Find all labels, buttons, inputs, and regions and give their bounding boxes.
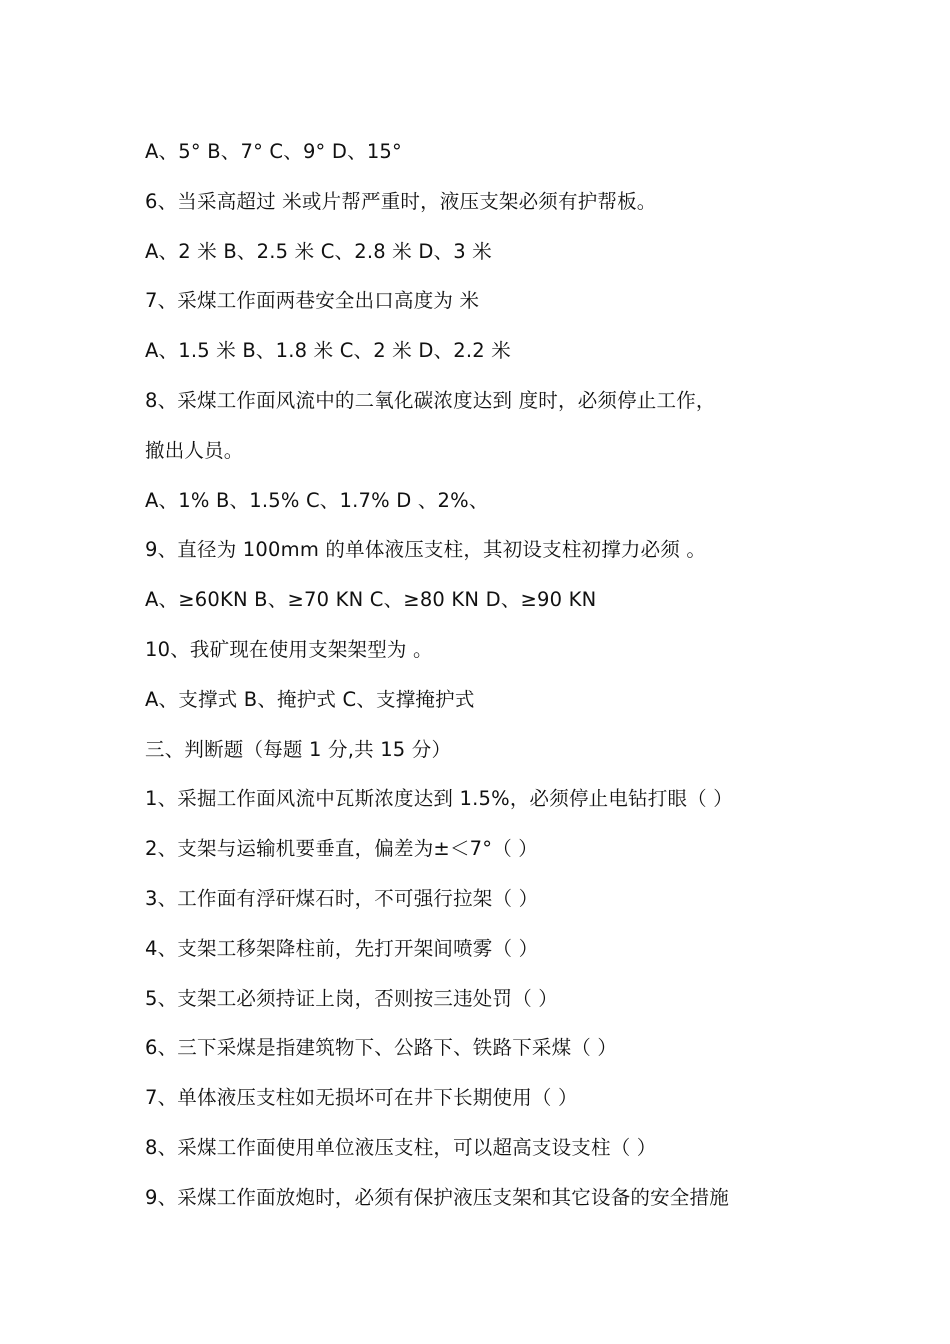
judgment-item: 3、工作面有浮矸煤石时，不可强行拉架（ ） bbox=[145, 886, 539, 910]
judgment-item: 6、三下采煤是指建筑物下、公路下、铁路下采煤（ ） bbox=[145, 1036, 618, 1060]
judgment-item: 4、支架工移架降柱前，先打开架间喷雾（ ） bbox=[145, 936, 539, 960]
question-line: 6、当采高超过 米或片帮严重时，液压支架必须有护帮板。 bbox=[145, 189, 657, 213]
question-line-continuation: 撤出人员。 bbox=[145, 438, 244, 462]
question-line: 8、采煤工作面风流中的二氧化碳浓度达到 度时，必须停止工作， bbox=[145, 388, 716, 412]
section-heading: 三、判断题（每题 1 分,共 15 分） bbox=[145, 737, 452, 761]
question-line: 10、我矿现在使用支架架型为 。 bbox=[145, 637, 433, 661]
question-line: 9、直径为 100mm 的单体液压支柱，其初设支柱初撑力必须 。 bbox=[145, 538, 707, 562]
option-line: A、2 米 B、2.5 米 C、2.8 米 D、3 米 bbox=[145, 239, 492, 263]
option-line: A、支撑式 B、掩护式 C、支撑掩护式 bbox=[145, 687, 475, 711]
judgment-item: 7、单体液压支柱如无损坏可在井下长期使用（ ） bbox=[145, 1086, 578, 1110]
option-line: A、1% B、1.5% C、1.7% D 、2%、 bbox=[145, 488, 489, 512]
judgment-item: 9、采煤工作面放炮时，必须有保护液压支架和其它设备的安全措施 bbox=[145, 1185, 729, 1209]
option-line: A、≥60KN B、≥70 KN C、≥80 KN D、≥90 KN bbox=[145, 588, 597, 612]
judgment-item: 2、支架与运输机要垂直，偏差为±＜7°（ ） bbox=[145, 837, 539, 861]
judgment-item: 5、支架工必须持证上岗，否则按三违处罚（ ） bbox=[145, 986, 559, 1010]
document-body bbox=[145, 137, 825, 1233]
judgment-item: 1、采掘工作面风流中瓦斯浓度达到 1.5%，必须停止电钻打眼（ ） bbox=[145, 787, 733, 811]
option-line: A、1.5 米 B、1.8 米 C、2 米 D、2.2 米 bbox=[145, 339, 511, 363]
option-line: A、5° B、7° C、9° D、15° bbox=[145, 140, 402, 163]
question-line: 7、采煤工作面两巷安全出口高度为 米 bbox=[145, 289, 480, 313]
judgment-item: 8、采煤工作面使用单位液压支柱，可以超高支设支柱（ ） bbox=[145, 1135, 657, 1159]
